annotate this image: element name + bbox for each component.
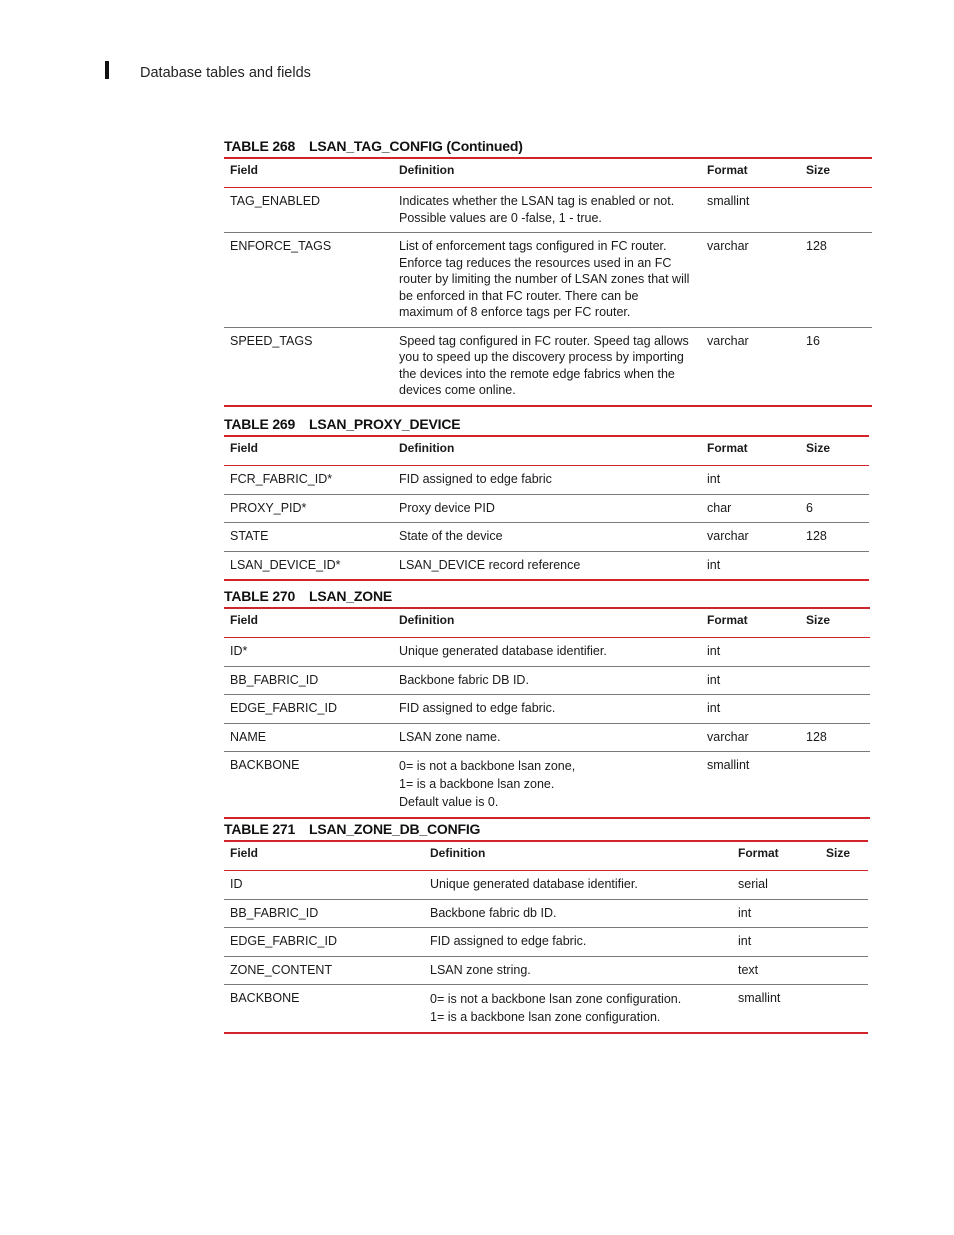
cell-size (820, 928, 868, 957)
table-271 (224, 840, 868, 1034)
cell-field: SPEED_TAGS (224, 327, 393, 406)
cell-format: varchar (701, 723, 800, 752)
table-row (224, 494, 869, 523)
column-header-field: Field (224, 608, 393, 638)
table-269-block (224, 412, 869, 581)
column-header-field: Field (224, 436, 393, 466)
definition-line: 0= is not a backbone lsan zone, (399, 759, 576, 773)
cell-field: BB_FABRIC_ID (224, 899, 424, 928)
column-header-definition: Definition (424, 841, 732, 871)
cell-field: EDGE_FABRIC_ID (224, 695, 393, 724)
cell-size (800, 188, 872, 233)
table-270-block (224, 584, 870, 819)
table-270 (224, 607, 870, 819)
column-header-size: Size (800, 608, 870, 638)
cell-format: int (701, 551, 800, 580)
table-row (224, 523, 869, 552)
column-header-size: Size (820, 841, 868, 871)
cell-field: NAME (224, 723, 393, 752)
cell-format: varchar (701, 327, 800, 406)
table-row (224, 327, 872, 406)
table-row (224, 233, 872, 328)
cell-definition: FID assigned to edge fabric. (424, 928, 732, 957)
table-row (224, 695, 870, 724)
cell-size: 6 (800, 494, 869, 523)
cell-field: BB_FABRIC_ID (224, 666, 393, 695)
cell-format: char (701, 494, 800, 523)
cell-format: int (732, 899, 820, 928)
cell-size (820, 871, 868, 900)
cell-size: 16 (800, 327, 872, 406)
cell-field: FCR_FABRIC_ID* (224, 466, 393, 495)
cell-field: ID (224, 871, 424, 900)
cell-definition: Indicates whether the LSAN tag is enabled or not. Possible values are 0 -false, 1 - true. (393, 188, 701, 233)
cell-size (820, 985, 868, 1034)
column-header-definition: Definition (393, 608, 701, 638)
cell-definition: Unique generated database identifier. (393, 638, 701, 667)
cell-size: 128 (800, 233, 872, 328)
cell-size (800, 666, 870, 695)
cell-field: PROXY_PID* (224, 494, 393, 523)
cell-size (800, 551, 869, 580)
cell-definition: FID assigned to edge fabric (393, 466, 701, 495)
table-row (224, 928, 868, 957)
table-title: LSAN_ZONE (309, 588, 392, 604)
cell-format: varchar (701, 233, 800, 328)
cell-definition: Unique generated database identifier. (424, 871, 732, 900)
cell-field: BACKBONE (224, 985, 424, 1034)
cell-definition (424, 985, 732, 1034)
column-header-format: Format (701, 436, 800, 466)
table-row (224, 666, 870, 695)
table-caption (224, 134, 872, 157)
cell-format: smallint (732, 985, 820, 1034)
table-number: TABLE 269 (224, 416, 296, 432)
table-number: TABLE 270 (224, 588, 296, 604)
definition-line: Default value is 0. (399, 795, 499, 809)
table-row (224, 871, 868, 900)
definition-line: 1= is a backbone lsan zone. (399, 777, 555, 791)
table-number: TABLE 271 (224, 821, 296, 837)
cell-format: int (701, 666, 800, 695)
table-caption (224, 412, 869, 435)
table-title: LSAN_PROXY_DEVICE (309, 416, 461, 432)
cell-size (800, 752, 870, 819)
cell-field: EDGE_FABRIC_ID (224, 928, 424, 957)
cell-field: ID* (224, 638, 393, 667)
column-header-field: Field (224, 841, 424, 871)
table-271-block (224, 817, 868, 1034)
table-269 (224, 435, 869, 581)
cell-definition: Speed tag configured in FC router. Speed tag allows you to speed up the discovery process by importing the devices into the remote edge fabrics when the devices come online. (393, 327, 701, 406)
table-row (224, 752, 870, 819)
cell-format: serial (732, 871, 820, 900)
cell-definition: Proxy device PID (393, 494, 701, 523)
table-row (224, 188, 872, 233)
table-row (224, 466, 869, 495)
table-title: LSAN_ZONE_DB_CONFIG (309, 821, 481, 837)
cell-format: smallint (701, 752, 800, 819)
definition-line: 0= is not a backbone lsan zone configuration. (430, 992, 682, 1006)
cell-field: ENFORCE_TAGS (224, 233, 393, 328)
column-header-format: Format (732, 841, 820, 871)
cell-size: 128 (800, 523, 869, 552)
cell-size (800, 638, 870, 667)
cell-field: ZONE_CONTENT (224, 956, 424, 985)
cell-definition: State of the device (393, 523, 701, 552)
cell-definition: List of enforcement tags configured in FC router. Enforce tag reduces the resources used in an FC router by limiting the number of LSAN zones that will be enforced in that FC router. There can be maximum of 8 enforce tags per FC router. (393, 233, 701, 328)
table-268 (224, 157, 872, 407)
table-caption (224, 817, 868, 840)
table-row (224, 985, 868, 1034)
cell-size (820, 956, 868, 985)
cell-field: LSAN_DEVICE_ID* (224, 551, 393, 580)
table-number: TABLE 268 (224, 138, 296, 154)
table-row (224, 551, 869, 580)
column-header-format: Format (701, 158, 800, 188)
cell-format: smallint (701, 188, 800, 233)
table-caption (224, 584, 870, 607)
table-268-block (224, 134, 872, 407)
cell-definition: LSAN zone string. (424, 956, 732, 985)
cell-size: 128 (800, 723, 870, 752)
cell-format: text (732, 956, 820, 985)
cell-size (800, 695, 870, 724)
cell-format: int (732, 928, 820, 957)
change-bar (105, 61, 109, 79)
cell-format: int (701, 466, 800, 495)
column-header-size: Size (800, 158, 872, 188)
cell-definition: FID assigned to edge fabric. (393, 695, 701, 724)
column-header-definition: Definition (393, 436, 701, 466)
running-header: Database tables and fields (140, 65, 311, 81)
cell-definition: Backbone fabric DB ID. (393, 666, 701, 695)
definition-line: 1= is a backbone lsan zone configuration. (430, 1010, 661, 1024)
column-header-format: Format (701, 608, 800, 638)
cell-definition (393, 752, 701, 819)
table-row (224, 899, 868, 928)
cell-size (820, 899, 868, 928)
cell-format: int (701, 695, 800, 724)
cell-format: int (701, 638, 800, 667)
table-row (224, 723, 870, 752)
cell-field: TAG_ENABLED (224, 188, 393, 233)
column-header-size: Size (800, 436, 869, 466)
cell-size (800, 466, 869, 495)
column-header-field: Field (224, 158, 393, 188)
cell-definition: LSAN zone name. (393, 723, 701, 752)
cell-definition: LSAN_DEVICE record reference (393, 551, 701, 580)
cell-definition: Backbone fabric db ID. (424, 899, 732, 928)
cell-format: varchar (701, 523, 800, 552)
column-header-definition: Definition (393, 158, 701, 188)
cell-field: BACKBONE (224, 752, 393, 819)
table-row (224, 956, 868, 985)
table-title: LSAN_TAG_CONFIG (Continued) (309, 138, 523, 154)
cell-field: STATE (224, 523, 393, 552)
table-row (224, 638, 870, 667)
